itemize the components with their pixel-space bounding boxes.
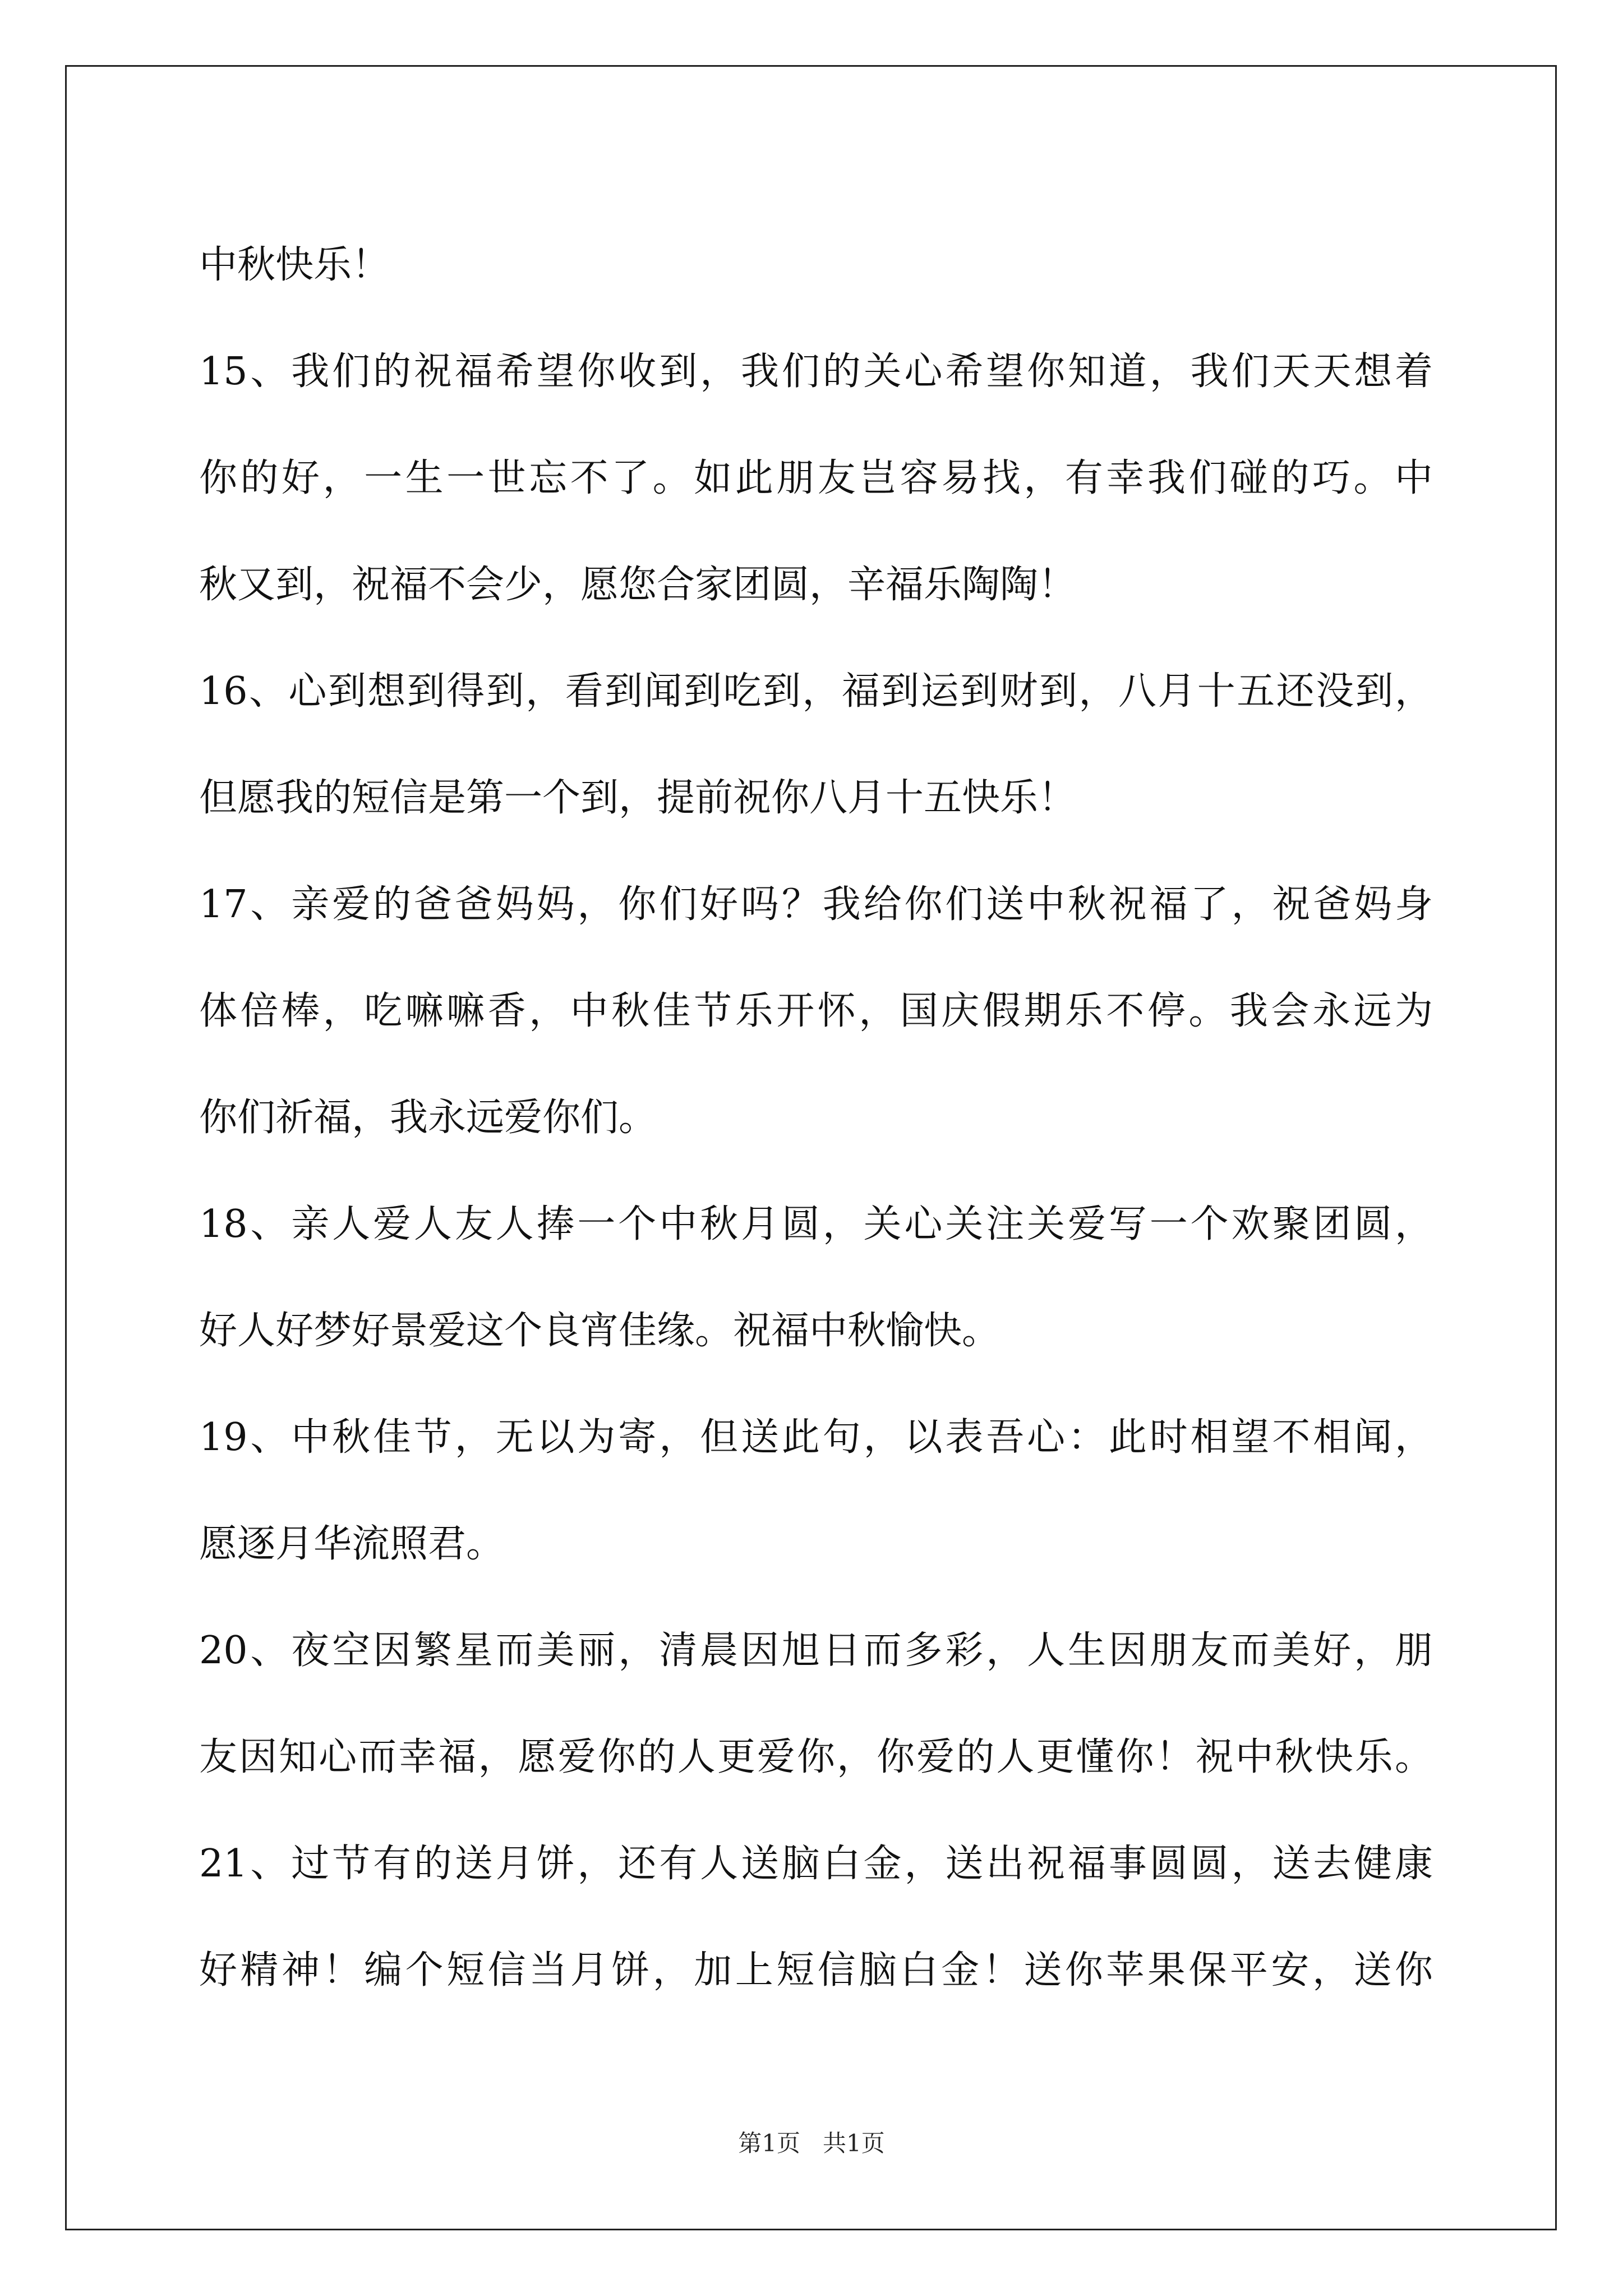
- text-line: 体倍棒，吃嘛嘛香，中秋佳节乐开怀，国庆假期乐不停。我会永远为: [199, 989, 1433, 1033]
- text-line: 愿逐月华流照君。: [199, 1522, 505, 1566]
- text-line: 你们祈福，我永远爱你们。: [199, 1096, 657, 1140]
- text-line: 21、过节有的送月饼，还有人送脑白金，送出祝福事圆圆，送去健康: [199, 1842, 1433, 1886]
- text-line: 18、亲人爱人友人捧一个中秋月圆，关心关注关爱写一个欢聚团圆，: [199, 1202, 1433, 1246]
- text-line: 17、亲爱的爸爸妈妈，你们好吗？我给你们送中秋祝福了，祝爸妈身: [199, 882, 1433, 927]
- document-body: [199, 212, 1433, 2024]
- text-line: 20、夜空因繁星而美丽，清晨因旭日而多彩，人生因朋友而美好，朋: [199, 1628, 1433, 1673]
- text-line: 中秋快乐！: [199, 243, 390, 287]
- text-line: 19、中秋佳节，无以为寄，但送此句，以表吾心：此时相望不相闻，: [199, 1415, 1433, 1460]
- text-line: 好精神！编个短信当月饼，加上短信脑白金！送你苹果保平安，送你: [199, 1948, 1433, 1993]
- text-line: 好人好梦好景爱这个良宵佳缘。祝福中秋愉快。: [199, 1309, 1000, 1353]
- text-line: 秋又到，祝福不会少，愿您合家团圆，辛福乐陶陶！: [199, 563, 1077, 607]
- text-line: 友因知心而幸福，愿爱你的人更爱你，你爱的人更懂你！祝中秋快乐。: [199, 1735, 1433, 1779]
- text-line: 你的好，一生一世忘不了。如此朋友岂容易找，有幸我们碰的巧。中: [199, 456, 1433, 500]
- text-line: 16、心到想到得到，看到闻到吃到，福到运到财到，八月十五还没到，: [199, 669, 1433, 714]
- page-footer: 第1页 共1页: [738, 2129, 885, 2157]
- text-line: 但愿我的短信是第一个到，提前祝你八月十五快乐！: [199, 776, 1077, 820]
- text-line: 15、我们的祝福希望你收到，我们的关心希望你知道，我们天天想着: [199, 349, 1433, 394]
